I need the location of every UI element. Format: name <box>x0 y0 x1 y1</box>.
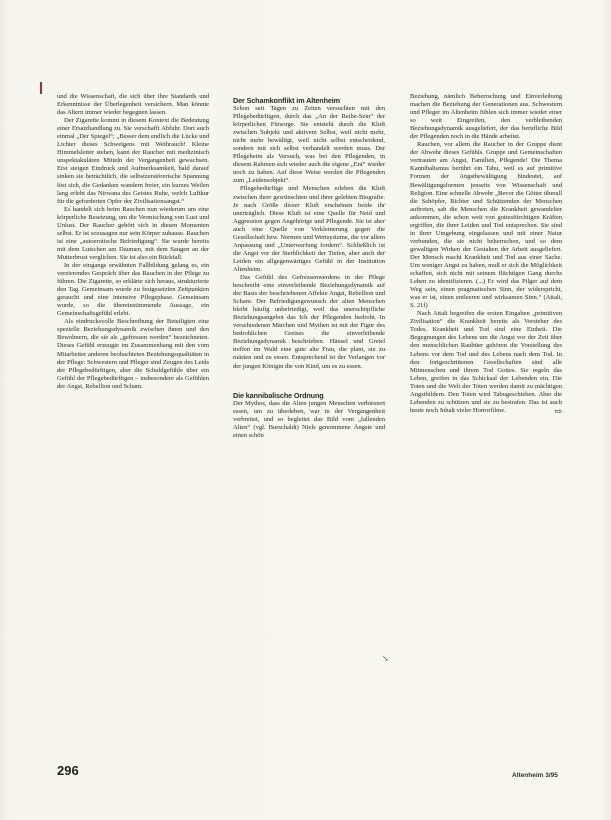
text-column-2 <box>233 96 385 440</box>
paragraph: Der Zigarette kommt in diesem Kontext die Bedeutung einer Ersatzhandlung zu. Sie verschafft Abfuhr. Dort auch einmal „Der Spiegel“: „Besser dem endlich die Lücke und Lichter dieses Schweigens mit Weihrauch! Kleine Himmelsleiter stehen, kann der Raucher mit medizinisch unspektakulären Mitteln der Vergangenheit gewachsen. Erst steigen Eindruck und Aufmerksamkeit, bald darauf sinken sie beträchtlich, die selbstzerstörerische Spannung löst sich, die Gedanken wandern freier, ein kurzes Weilen lang erlebt das Nirwana des Geistes Ruhe, welch Luftkur für die geforderten Opfer der Zivilisationsangst.“ <box>57 117 209 205</box>
paragraph: Nach Attali begreifen die ersten Eingaben „primitiven Zivilisation“ die Krankheit bereits als Vorsteher des Todes. Krankheit und Tod sind eine Einheit. Die Begegnungen des Lebens um die Angst vor der Zeit über den menschlichen Raubtier gehören die Vorstellung des Lebens vor dem Tod und des Lebens nach dem Tod. In den fortgeschrittenen Gesellschaften sind alle Mitmenschen und ihrem Tod Gottes. Sie regeln das Leben, greifen in das Schicksal der Lebenden ein. Die Toten und die Welt der Toten werden damit zu mächtigen Angstbildern. Den Toten wird Tabugeschieben. Aber die Lebenden zu schützen und sie zu bestrafen. Das ist auch heute noch Inhalt vieler Horrorfilme. <box>410 310 562 414</box>
section-heading: Der Schamkonflikt im Altenheim <box>233 96 340 105</box>
paragraph: In der eingangs erwähnten Fallbildung gelang es, ein verzierendes Gespräch über das Rauchen in der Pflege zu führen. Die Zigarette, so erklärte sich heraus, strukturierte den Tag. Gemeinsam wurde zu festgesetzten Zeitpunkten geraucht und eine intensive Pflegephase. Gemeinsam wurde, so die übereinstimmende Aussage, ein Gemeinschaftsgefühl erlebt. <box>57 261 209 318</box>
paragraph: Der Mythos, dass die Alten jungen Menschen verbiestert essen, um zu überleben, war in der Vergangenheit verbreitet, und so begleitet das Bild vom „fallenden Alten“ (vgl. Burschaldt) Niels genommene Ängste und einen schön <box>233 399 385 439</box>
paragraph: Rauchen, vor allem die Raucher in der Gruppe dient der Abwehr dieses Gefühls. Gruppe und Gemeinschaften vertrauten am Angst, Familien, Pflegende! Die Thema Kannibalismus berührt ein Tabu, weil es auf primitive Formen der Angstbewältigung hindeutet, auf Bewältigungsformen jenseits von Wissenschaft und Religion. Eine schnelle Abwehr „Bevor die Götter überall die Schöpfer, Richter und Schützenden der Menschen auftreten, sah die Menschen die Krankheit gewandelter ankommen, die schon weit von gottesfürchtigen Kräften ergriffen, die ihrer Leiden und Tod entsprechen. Sie sind in ihrer Umgebung eingelassen und mit einer Natur verbunden, die sie nicht beherrschen, und so dem gewaltigen Wirken der Gestalten der Arbeit ausgeliefert. Der Mensch macht Krankheit und Tod aus einer Sache. Um weniger Angst zu haben, muß er sich die Möglichkeit schaffen, sich nicht mit seinem flüchtigen Gang durchs Leben zu identifizieren. (...) Er wird das Pilger auf dem Weg sein, einen pragmatischen Sinn, der widerspricht, was er ist, einen entleeren und wirksamen Sinn.“ (Attali, S. 21f) <box>410 141 562 310</box>
paragraph: Pflegebedürftige und Menschen erleben die Kluft zwischen ihrer gewünschten und ihrer gelebten Biografie. Je nach Größe dieser Kluft erscheinen beide ihr unerträglich. Diese Kluft ist eine Quelle für Neid und Aggression gegen Angehörige und Pflegende. Sie ist aber auch eine Quelle von Verkleinerung gegen die Gesellschaft bzw. Normen und Wertsysteme, die vor allem Anpassung und „Unterwerfung fordern“. Schließlich ist die Angst vor der Sterblichkeit der Tiefen, aber auch der Leiden ein allgegenwärtiges Gefühl in der Institution Altenheim. <box>233 185 385 273</box>
text-column-1 <box>57 93 209 391</box>
paragraph: und die Wissenschaft, die sich über ihre Standards und Erkenntnisse der Überlegenheit versichern. Man könnte das Altern immer wieder begegnen lassen. <box>57 93 209 117</box>
page-number: 296 <box>57 763 79 778</box>
section-heading: Die kannibalische Ordnung <box>233 390 324 400</box>
paragraph: Beziehung, nämlich Beherrschung und Einverleibung machen die Beziehung der Generationen aus. Schwestern und Pfleger im Altenheim fühlen sich immer wieder einer so weit Eingreifen, den verbleibenden Beziehungsdynamik ausgeliefert, der das berufliche Bild der Pflegenden noch in die Hände arbeitet. <box>410 93 562 141</box>
paragraph: Es handelt sich beim Rauchen nun wiederum um eine körperliche Besetzung, um die Vermischung von Lust und Unlust. Der Raucher gehört sich in diesen Momenten selbst. Er ist sozusagen nur sein Körper zuhause. Rauchen ist eine „autoerotische Befriedigung“. Sie wurde bereits mit dem Lutschen am Daumen, mit dem Saugen an der Mutterbrust verglichen. Sie ist also ein Rückfall. <box>57 205 209 261</box>
continue-arrow-icon: ⇨ <box>554 405 562 416</box>
cursor-icon: ↘ <box>382 654 389 663</box>
paragraph: Das Gefühl des Gefressenwerdens in der Pflege beschreibt eine einverleibende Beziehungsdynamik auf der Basis der beschriebenen Affekte Angst, Rebellion und Scham. Der Befriedigungswunsch der alten Menschen bleibt häufig unbefriedigt, weil das unerschöpfliche Beziehungsangebot das Ich der Pflegenden bedroht. In verschiedenen Märchen und Mythen ist mit der Figur des bedrohlichen Greises die einverleibende Beziehungsdynamik beschrieben. Hänsel und Gretel treffen im Wald eine gute alte Frau, die plant, sie zu mästen und zu essen. Entsprechend ist der Verlangen vor der jungen Königin die von Kind, um es zu essen. <box>233 273 385 370</box>
paragraph: Als eindrucksvolle Beschreibung der Beteiligten eine spezielle Beziehungsdynamik zwischen ihnen und den Bewohnern, die sie als „gefressen werden“ bezeichneten. Dieses Gefühl erzeugte im Zusammenhang mit den vom Mitarbeiter anderen beobachteten Beziehungsqualitäten in der Pflege: Schwestern und Pfleger sind Zeugen des Leids der Pflegebedürftigen, aber die Schuldgefühle über ein Gefühl der Pflegebedürftigen – insbesondere als Gefühlen der Angst, Rebellion und Scham. <box>57 318 209 390</box>
text-column-3 <box>410 93 562 415</box>
margin-mark <box>40 82 42 94</box>
paragraph: Schon seit Tagen zu Zeiten versuchten mit den Pflegebedürftigen, durch das „An der Reihe-Sein“ der körperlichen Fürsorge. Sie entsteht durch die Kluft zwischen Subjekt und aktivem Selbst, weil nicht mehr, nicht mehr bewältigt, weil nicht selbst entscheidend, sondern mit sich selbst verhandelt werden muss. Der Pflegeheim als Versuch, was bei den Pflegenden, in diesem Rahmen sich wieder auch die eigene „Ent“ wieder noch zu haben. Auf diese Weise werden die Pflegenden zum „Leidensobjekt“. <box>233 105 385 185</box>
publication-issue: Altenheim 3/95 <box>512 772 558 779</box>
text-column-3-body <box>410 93 562 415</box>
